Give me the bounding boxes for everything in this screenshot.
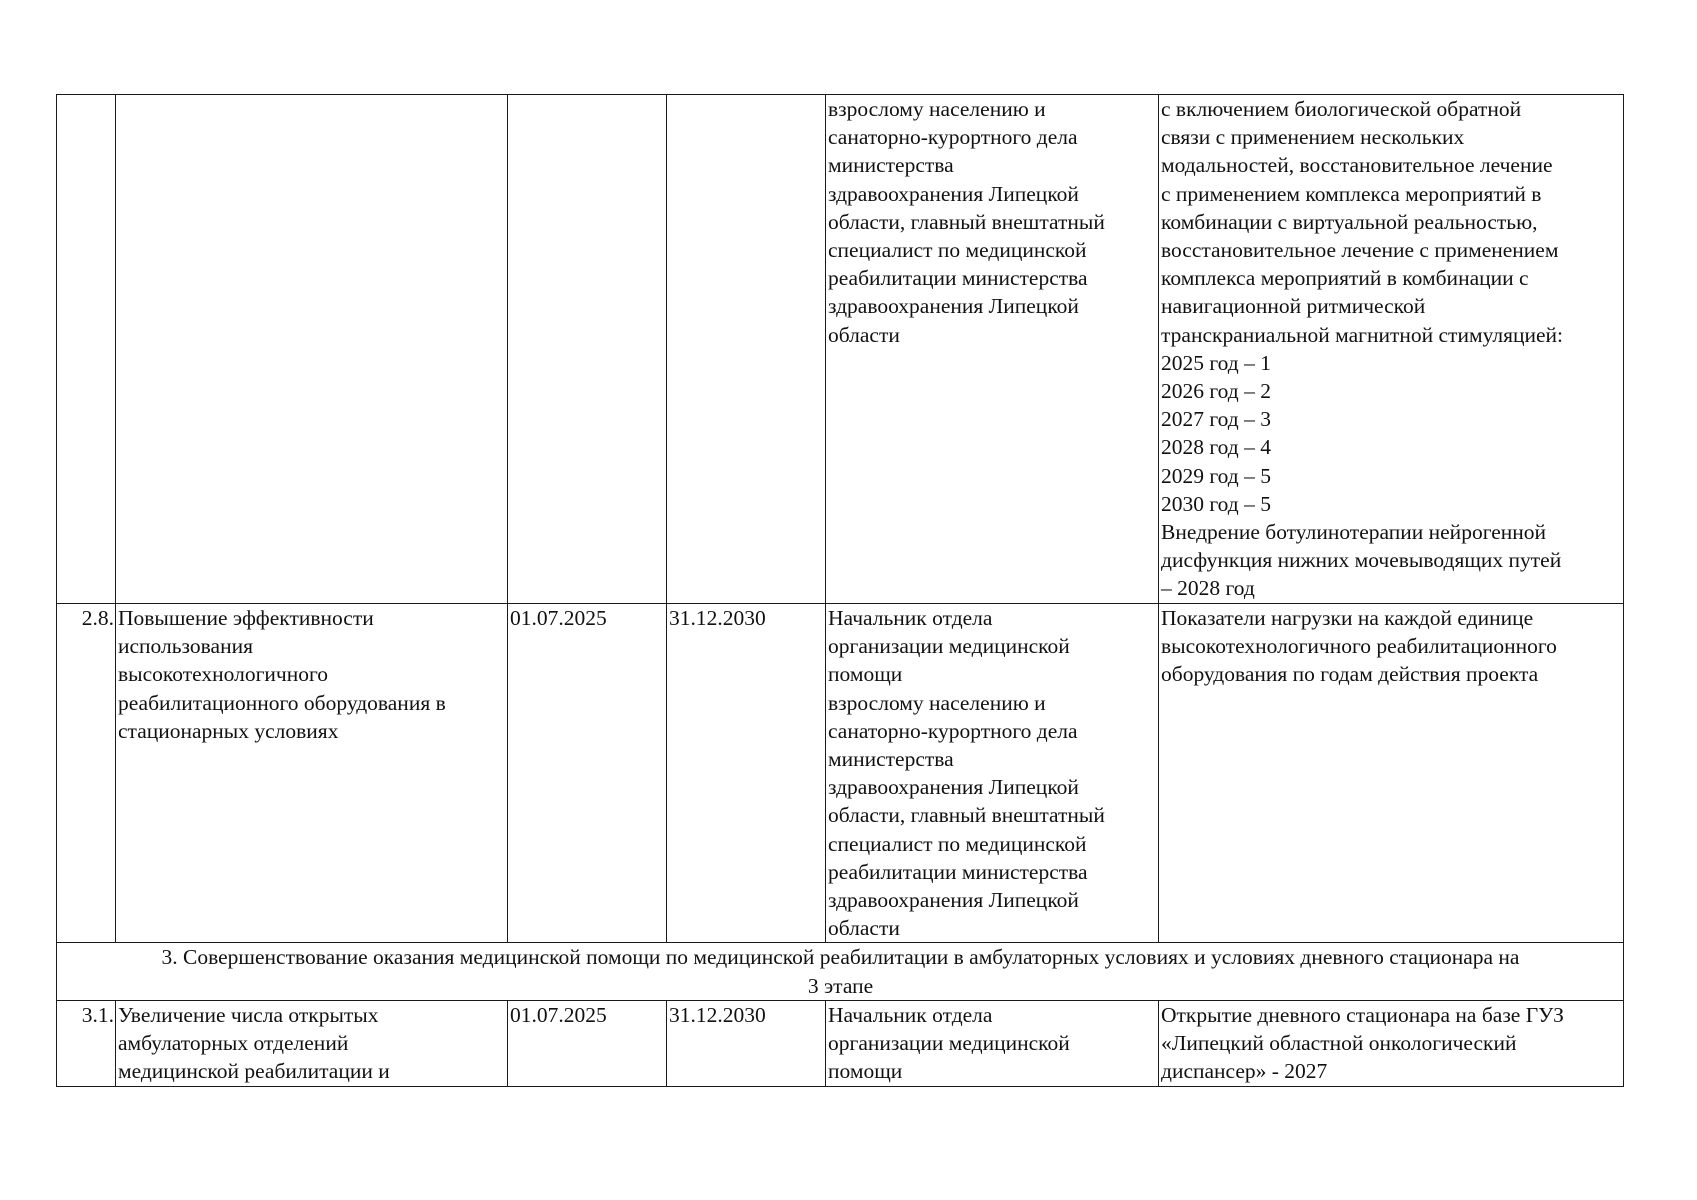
text-line: модальностей, восстановительное лечение [1161,153,1553,178]
text-line: связи с применением нескольких [1161,125,1465,150]
table-row [57,604,1624,943]
text-line: помощи [828,662,903,687]
text-line: министерства [828,153,954,178]
text-line: 3 этапе [807,973,874,998]
cell-name [116,604,508,943]
text-line: 2029 год – 5 [1161,463,1271,488]
text-line: здравоохранения Липецкой [828,294,1079,319]
text-line: специалист по медицинской [828,238,1087,263]
text-line: стационарных условиях [118,718,339,743]
text-line: 2030 год – 5 [1161,491,1271,516]
cell-start [508,95,667,604]
text-line: транскраниальной магнитной стимуляцией: [1161,322,1564,347]
plan-table [56,94,1624,1087]
text-line: помощи [828,1059,903,1084]
text-line: области [828,916,900,941]
text-line: комбинации с виртуальной реальностью, [1161,209,1538,234]
text-line: области, главный внештатный [828,803,1105,828]
text-line: 2026 год – 2 [1161,379,1271,404]
cell-responsible [826,1000,1159,1086]
cell-end [667,95,826,604]
cell-start [508,1000,667,1086]
item-number: 3.1. [81,1002,114,1027]
table-row [57,95,1624,604]
cell-end [667,1000,826,1086]
cell-num [57,1000,116,1086]
text-line: «Липецкий областной онкологический [1161,1031,1517,1056]
start-date: 01.07.2025 [510,606,607,630]
cell-name [116,1000,508,1086]
text-line: – 2028 год [1161,576,1255,601]
text-line: 3. Совершенствование оказания медицинской помощи по медицинской реабилитации в амбулаторных условиях и условиях дневного стационара на [161,945,1520,970]
text-line: санаторно-курортного дела [828,125,1078,150]
text-line: Повышение эффективности [118,606,374,630]
cell-responsible [826,604,1159,943]
text-line: здравоохранения Липецкой [828,888,1079,913]
text-line: организации медицинской [828,1031,1070,1056]
section-header-row [57,943,1624,1000]
section-heading [57,943,1624,1000]
start-date: 01.07.2025 [510,1002,607,1027]
text-line: использования [118,634,253,659]
text-line: реабилитации министерства [828,859,1088,884]
text-line: с включением биологической обратной [1161,97,1522,121]
item-number: 2.8. [81,606,114,630]
text-line: Увеличение числа открытых [118,1002,379,1027]
cell-num [57,95,116,604]
text-line: области, главный внештатный [828,209,1105,234]
text-line: медицинской реабилитации и [118,1059,390,1084]
text-line: оборудования по годам действия проекта [1161,662,1539,687]
table-row [57,1000,1624,1086]
end-date: 31.12.2030 [669,1002,766,1027]
text-line: Начальник отдела [828,606,993,630]
text-line: 2027 год – 3 [1161,407,1271,432]
text-line: области [828,322,900,347]
text-line: реабилитационного оборудования в [118,690,446,715]
cell-result [1159,1000,1624,1086]
text-line: взрослому населению и [828,690,1046,715]
text-line: Открытие дневного стационара на базе ГУЗ [1161,1002,1564,1027]
text-line: Показатели нагрузки на каждой единице [1161,606,1534,630]
text-line: специалист по медицинской [828,831,1087,856]
text-line: высокотехнологичного [118,662,328,687]
cell-result [1159,95,1624,604]
text-line: высокотехнологичного реабилитационного [1161,634,1557,659]
text-line: навигационной ритмической [1161,294,1426,319]
cell-start [508,604,667,943]
text-line: реабилитации министерства [828,266,1088,291]
text-line: 2028 год – 4 [1161,435,1271,460]
text-line: комплекса мероприятий в комбинации с [1161,266,1529,291]
text-line: санаторно-курортного дела [828,718,1078,743]
cell-num [57,604,116,943]
cell-responsible [826,95,1159,604]
text-line: дисфункция нижних мочевыводящих путей [1161,548,1562,573]
cell-name [116,95,508,604]
text-line: диспансер» - 2027 [1161,1059,1328,1084]
end-date: 31.12.2030 [669,606,766,630]
text-line: министерства [828,747,954,772]
text-line: восстановительное лечение с применением [1161,238,1559,263]
text-line: организации медицинской [828,634,1070,659]
text-line: Начальник отдела [828,1002,993,1027]
text-line: с применением комплекса мероприятий в [1161,181,1542,206]
text-line: 2025 год – 1 [1161,350,1271,375]
text-line: амбулаторных отделений [118,1031,349,1056]
text-line: здравоохранения Липецкой [828,775,1079,800]
cell-result [1159,604,1624,943]
text-line: взрослому населению и [828,97,1046,121]
cell-end [667,604,826,943]
text-line: здравоохранения Липецкой [828,181,1079,206]
text-line: Внедрение ботулинотерапии нейрогенной [1161,520,1547,545]
